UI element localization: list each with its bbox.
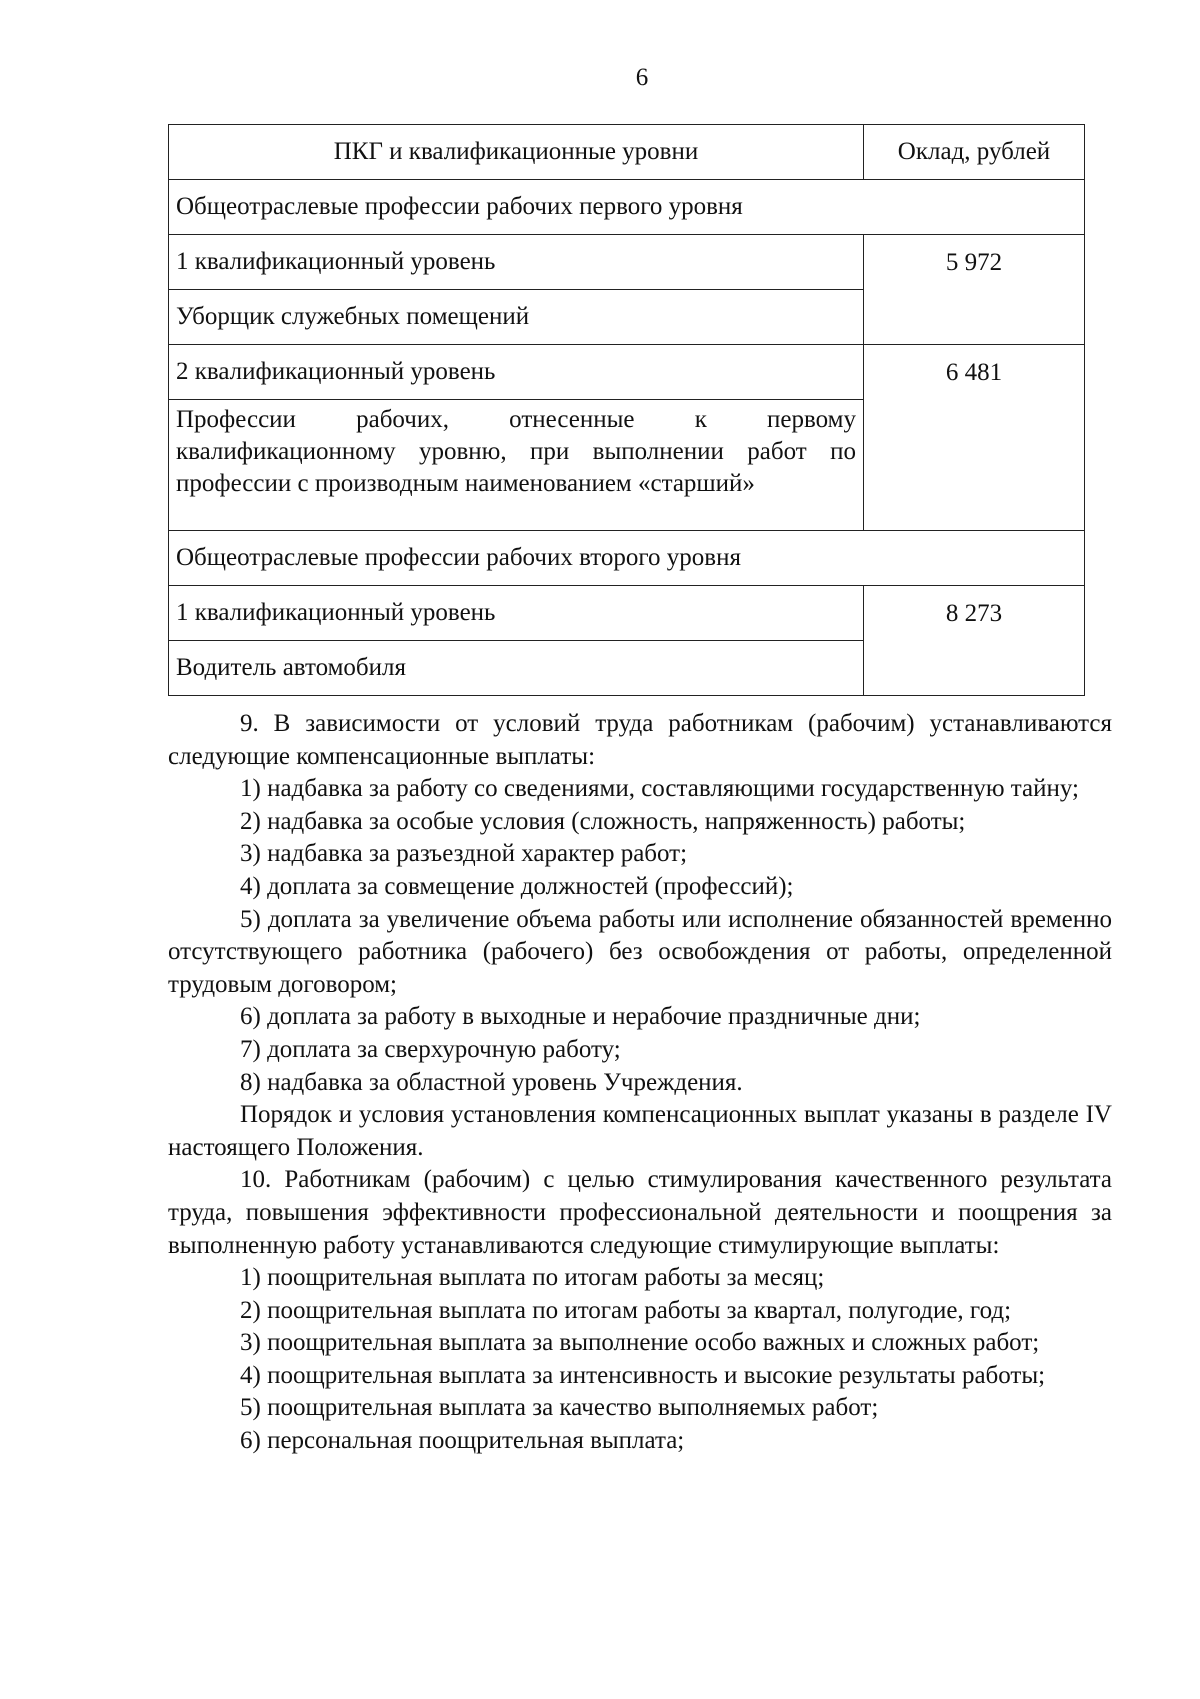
list-item: 3) надбавка за разъездной характер работ;: [240, 840, 688, 868]
list-item: 5) поощрительная выплата за качество выполняемых работ;: [240, 1394, 879, 1422]
list-item: 7) доплата за сверхурочную работу;: [240, 1035, 621, 1063]
level-description: Уборщик служебных помещений: [169, 290, 864, 345]
list-item: 2) поощрительная выплата по итогам работы за квартал, полугодие, год;: [240, 1296, 1012, 1324]
group-row: [169, 180, 1085, 235]
table-header-row: [169, 125, 1085, 180]
list-item: 3) поощрительная выплата за выполнение особо важных и сложных работ;: [240, 1329, 1040, 1357]
list-item: 4) доплата за совмещение должностей (профессий);: [240, 872, 794, 900]
salary-table: [168, 124, 1085, 696]
list-item: 6) доплата за работу в выходные и нерабочие праздничные дни;: [240, 1003, 921, 1031]
level-description: Водитель автомобиля: [169, 641, 864, 696]
list-item: 8) надбавка за областной уровень Учреждения.: [240, 1068, 743, 1096]
paragraph-9: 9. В зависимости от условий труда работникам (рабочим) устанавливаются следующие компенсационные выплаты:: [168, 710, 1112, 770]
level-name: 2 квалификационный уровень: [169, 345, 864, 400]
header-salary: Оклад, рублей: [864, 125, 1085, 180]
group-title: Общеотраслевые профессии рабочих второго уровня: [169, 531, 1085, 586]
level-row: [169, 235, 1085, 290]
list-item: 1) надбавка за работу со сведениями, составляющими государственную тайну;: [240, 775, 1079, 803]
list-item: 5) доплата за увеличение объема работы или исполнение обязанностей временно отсутствующего работника (рабочего) без освобождения от работы, определенной трудовым договором;: [168, 905, 1112, 998]
group-row: [169, 531, 1085, 586]
list-item: 6) персональная поощрительная выплата;: [240, 1427, 685, 1455]
salary-value: 6 481: [864, 345, 1085, 531]
list-item: 1) поощрительная выплата по итогам работы за месяц;: [240, 1264, 825, 1292]
level-description: Профессии рабочих, отнесенные к первому квалификационному уровню, при выполнении работ по профессии с производным наименованием «старший»: [169, 400, 864, 531]
group-title: Общеотраслевые профессии рабочих первого уровня: [169, 180, 1085, 235]
salary-value: 8 273: [864, 586, 1085, 696]
paragraph-10: 10. Работникам (рабочим) с целью стимулирования качественного результата труда, повышения эффективности профессиональной деятельности и поощрения за выполненную работу устанавливаются следующие стимулирующие выплаты:: [168, 1166, 1112, 1259]
list-item: 2) надбавка за особые условия (сложность, напряженность) работы;: [240, 807, 966, 835]
body-text: [168, 708, 1112, 1458]
level-row: [169, 345, 1085, 400]
list-item: 4) поощрительная выплата за интенсивность и высокие результаты работы;: [240, 1361, 1046, 1389]
level-row: [169, 586, 1085, 641]
level-name: 1 квалификационный уровень: [169, 235, 864, 290]
salary-value: 5 972: [864, 235, 1085, 345]
level-name: 1 квалификационный уровень: [169, 586, 864, 641]
paragraph-note: Порядок и условия установления компенсационных выплат указаны в разделе IV настоящего Положения.: [168, 1101, 1112, 1161]
page-number: 6: [635, 64, 649, 91]
header-pkg: ПКГ и квалификационные уровни: [169, 125, 864, 180]
